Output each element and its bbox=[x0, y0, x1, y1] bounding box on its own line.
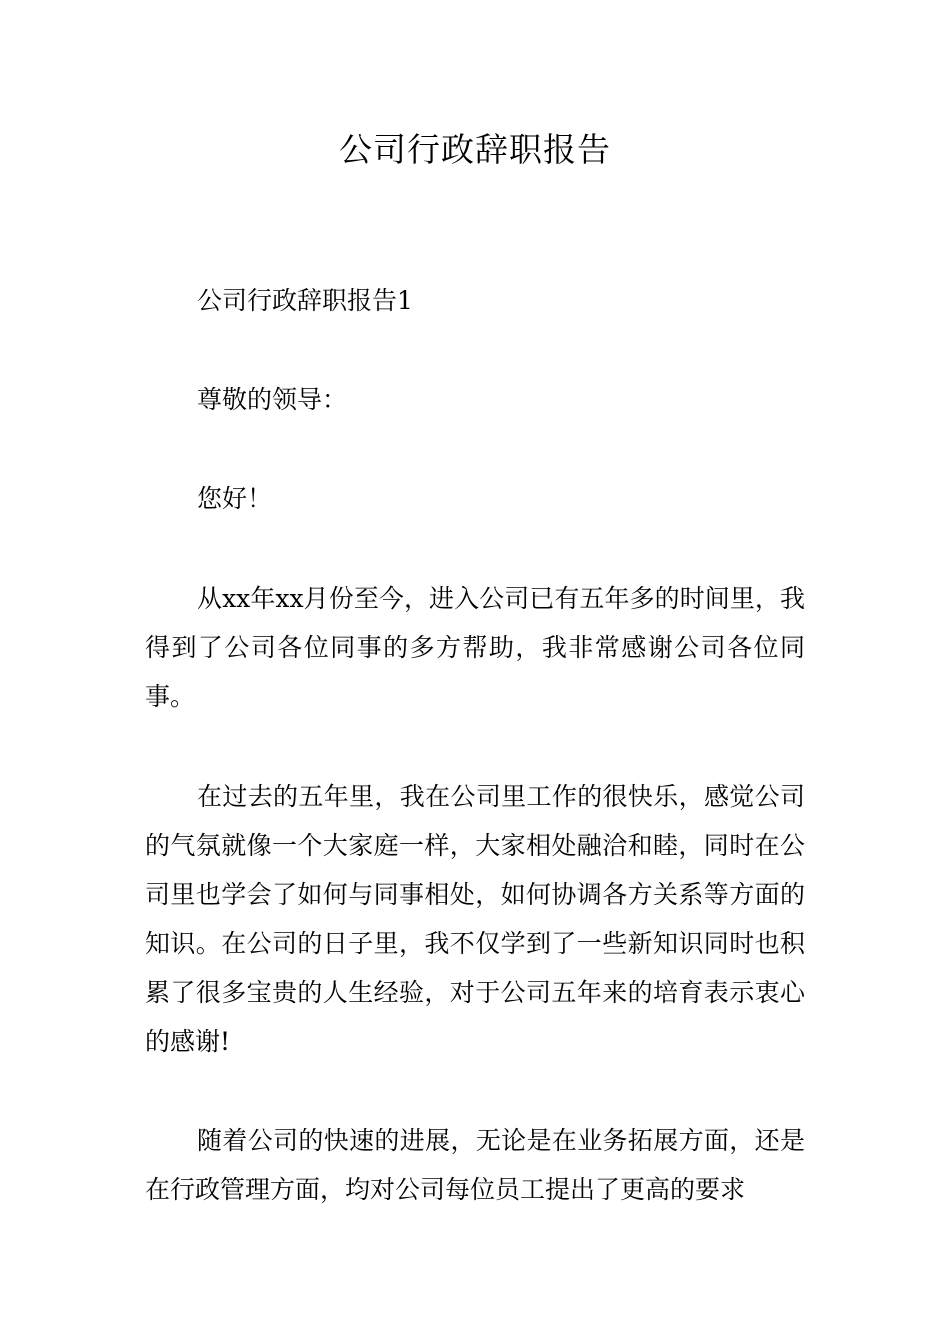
body-paragraph: 从xx年xx月份至今，进入公司已有五年多的时间里，我得到了公司各位同事的多方帮助，我非常感谢公司各位同事。 bbox=[145, 584, 805, 711]
document-title: 公司行政辞职报告 bbox=[339, 130, 611, 169]
greeting: 您好！ bbox=[197, 484, 273, 513]
salutation: 尊敬的领导： bbox=[197, 385, 348, 414]
body-paragraph: 在过去的五年里，我在公司里工作的很快乐，感觉公司的气氛就像一个大家庭一样，大家相处融洽和睦，同时在公司里也学会了如何与同事相处，如何协调各方关系等方面的知识。在公司的日子里，我不仅学到了一些新知识同时也积累了很多宝贵的人生经验，对于公司五年来的培育表示衷心的感谢! bbox=[145, 782, 805, 1056]
section-heading: 公司行政辞职报告1 bbox=[197, 286, 413, 315]
body-paragraph: 随着公司的快速的进展，无论是在业务拓展方面，还是在行政管理方面，均对公司每位员工提出了更高的要求 bbox=[145, 1126, 805, 1204]
